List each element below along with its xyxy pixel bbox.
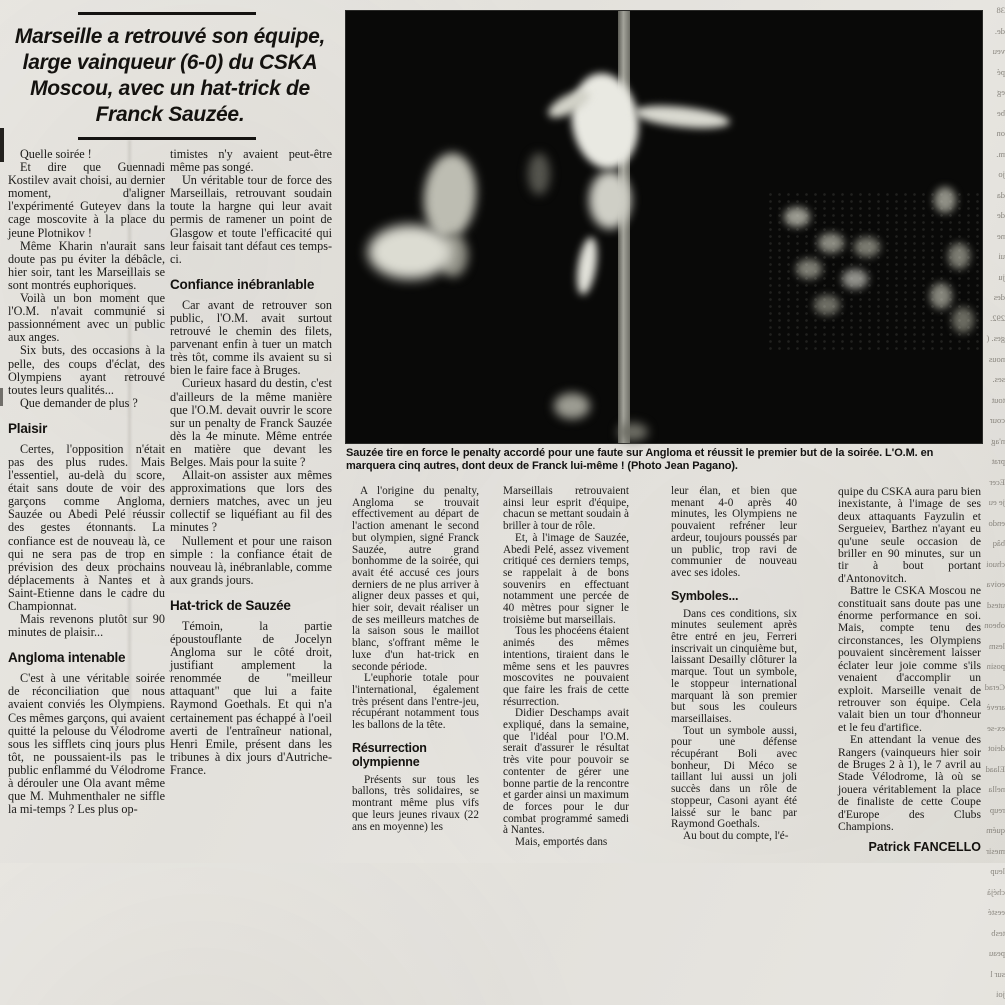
photo-caption: Sauzée tire en force le penalty accordé pour une faute sur Angloma et réussit le premier but de la soirée. L'O.M. en marquera cinq autres, dont deux de Franck lui-même ! (Photo Jean Pagano).: [346, 447, 934, 472]
column-1: [8, 148, 165, 863]
page-edge-fragment: prat: [991, 456, 1005, 466]
player-blur-blob: [368, 225, 452, 279]
paragraph: C'est à une véritable soirée de réconciliation que nous avaient conviés les Olympiens. Ces mêmes garçons, qui avaient quitté la pelouse du Vélodrome sous les sifflets cinq jours plus tôt, ne poussaient-ils pas le public enflammé du Vélodrome à dérouler une Ola avant même que M. Muhmenthaler ne siffle la mi-temps ? Les plus op-: [8, 671, 165, 817]
page-edge-fragment: peau: [988, 948, 1005, 958]
column-6: [838, 486, 981, 863]
page-edge-fragment: eesté: [988, 907, 1005, 917]
column-2: [170, 148, 332, 863]
page-edge-fragment: nous: [988, 353, 1005, 364]
paragraph: En attendant la venue des Rangers (vainqueurs hier soir de Bruges 2 à 1), le 7 avril au Stade Vélodrome, là où se jouera véritablement la place de finaliste de cette Coupe d'Europe des Clubs Champions.: [838, 733, 981, 833]
page-edge-fragment: ju: [998, 271, 1005, 282]
page-edge-fragment: ex-se: [987, 722, 1005, 733]
bottom-blur-shape-2: [618, 423, 648, 441]
paragraph: Voilà un bon moment que l'O.M. n'avait communié si passionnément avec un public aux anges.: [8, 291, 165, 345]
page-edge-fragment: Cerad: [984, 681, 1005, 692]
paragraph: Allait-on assister aux mêmes approximations que lors des derniers matches, avec un jeu collectif se liquéfiant au fil des minutes ?: [170, 468, 332, 535]
paragraph: Curieux hasard du destin, c'est d'ailleurs de la même manière que l'O.M. devait ouvrir le score sur un penalty de Franck Sauzée dès la 4e minute. Même entrée en matière que devant les Belges. Mais pour la suite ?: [170, 376, 332, 469]
page-edge-fragment: de: [996, 210, 1005, 220]
page-edge-fragment: des: [993, 292, 1005, 302]
headline-rule-top: [78, 12, 256, 15]
page-edge-fragment: mesir: [986, 845, 1005, 856]
page-edge-fragment: jo: [998, 169, 1005, 179]
page-edge-fragment: joi: [996, 989, 1005, 999]
paragraph: Nullement et pour une raison simple : la confiance était de nouveau là, inébranlable, comme aux grands jours.: [170, 533, 332, 587]
page-edge-fragment: m.: [996, 148, 1005, 159]
page-edge-fragment: da: [996, 189, 1005, 200]
section-heading-plaisir: Plaisir: [8, 420, 48, 436]
headline-block: [4, 12, 336, 140]
page-edge-fragment: posin: [986, 661, 1005, 671]
paragraph: Didier Deschamps avait expliqué, dans la semaine, que l'idéal pour l'O.M. serait d'assurer le résultat très vite pour pouvoir se contenter de gérer une bonne partie de la rencontre et garder ainsi un maximum de forces pour le dur combat programmé samedi à Nantes.: [503, 707, 629, 837]
paragraph: L'euphorie totale pour l'international, également très présent dans l'entre-jeu, récupérant notamment tous les ballons de la tête.: [352, 672, 479, 732]
page-title: Marseille a retrouvé son équipe, large vainqueur (6-0) du CSKA Moscou, avec un hat-trick de Franck Sauzée.: [14, 25, 326, 126]
paper-crease: [128, 140, 131, 710]
paragraph: A l'origine du penalty, Angloma se trouvait effectivement au départ de l'action amenant le second but olympien, signé Franck Sauzée, autre grand bonhomme de la soirée, qui avait été accusé ces jours derniers de ne plus arriver à aligner deux passes et qui, hier soir, devait réaliser un de ses meilleurs matches de la saison sous le maillot blanc, s'offrant même le luxe d'un hat-trick en seconde période.: [352, 485, 479, 673]
page-edge-fragment: nella: [988, 784, 1005, 794]
page-edge-fragment: utesd: [987, 599, 1005, 610]
scan-smudge-2: [0, 388, 3, 406]
section-heading-confiance-inebranlable: Confiance inébranlable: [170, 276, 315, 292]
paragraph: Mais revenons plutôt sur 90 minutes de plaisir...: [8, 612, 165, 640]
page-edge-fragment: Elaad: [985, 763, 1005, 774]
goal-post: [618, 11, 630, 443]
page-edge-fragment: endo: [988, 517, 1005, 528]
paragraph: Dans ces conditions, six minutes seulement après être entré en jeu, Ferreri inscrivait un cinquième but, laissant Desailly clôturer la marque. Tout un symbole, le stoppeur international marquant là son premier but sous les couleurs marseillaises.: [671, 607, 797, 725]
page-edge-fragment: tout: [991, 394, 1005, 405]
page-edge-fragment: 38: [996, 5, 1005, 15]
paragraph: Mais, emportés dans: [515, 836, 608, 849]
bottom-blur-shape: [554, 393, 590, 419]
page-edge-fragment: pé: [996, 66, 1005, 77]
paragraph: timistes n'y avaient peut-être même pas songé.: [170, 147, 332, 175]
paragraph: Certes, l'opposition n'était pas des plus rudes. Mais l'essentiel, au-delà du score, était sans doute de voir des garçons comme Angloma, Sauzée ou Abedi Pelé réussir des gestes étonnants. La confiance est de nouveau là, ce qui ne sera pas de trop en prévision des deux prochains déplacements à Nantes et à Saint-Etienne dans le cadre du Championnat.: [8, 441, 165, 613]
page-edge-strip: [981, 0, 1005, 999]
page-edge-fragment: lesm: [988, 640, 1005, 651]
paragraph: Témoin, la partie époustouflante de Jocelyn Angloma sur le côté droit, justifiant amplement la renommée de "meilleur attaquant" que lui a faite Raymond Goethals. Et qui n'a certainement pas échappé à l'oeil averti de l'entraîneur national, Henri Emile, présent dans les tribunes à dix jours d'Autriche-France.: [170, 618, 332, 777]
background-figure: [528, 153, 550, 195]
page-edge-fragment: ges. (: [986, 333, 1005, 343]
page-edge-fragment: quém: [986, 825, 1005, 835]
paragraph: Tout un symbole aussi, pour une défense récupérant Boli avec bonheur, Di Méco se taillant lui aussi un joli succès dans un rôle de stoppeur, Casoni ayant été laissé sur le banc par Raymond Goethals.: [671, 724, 797, 831]
paragraph: quipe du CSKA aura paru bien inexistante, à l'image de ses deux attaquants Fayzulin et Sergueiev, Barthez n'ayant eu qu'une seule occasion de briller en 90 minutes, sur un tir à bout portant d'Antonovitch.: [838, 485, 981, 585]
page-edge-fragment: ne: [996, 230, 1005, 241]
page-edge-fragment: de.: [994, 25, 1005, 36]
page-edge-fragment: Ecer: [989, 476, 1005, 487]
paragraph: Même Kharin n'aurait sans doute pas pu éviter la débâcle, hier soir, tant les Marseillais se sont montrés euphoriques.: [8, 238, 165, 292]
player-sauzee-torso: [566, 69, 645, 173]
page-edge-fragment: ses.: [992, 374, 1005, 384]
page-edge-fragment: chéjà: [987, 886, 1005, 897]
column-5: [671, 486, 797, 863]
page-edge-fragment: eg: [996, 87, 1005, 97]
column-4: [503, 486, 629, 863]
player-sauzee-arm: [633, 102, 731, 132]
paragraph: Présents sur tous les ballons, très solidaires, se montrant même plus vifs que leurs jeunes rivaux (22 ans en moyenne) les: [352, 773, 479, 833]
headline-rule-bottom: [78, 137, 256, 140]
section-heading-hat-trick-de-sauzee: Hat-trick de Sauzée: [170, 597, 291, 613]
paragraph: Au bout du compte, l'é-: [683, 829, 789, 842]
page-edge-fragment: be: [996, 107, 1005, 118]
section-heading-symboles: Symboles...: [671, 588, 739, 603]
page-edge-fragment: veu: [992, 46, 1005, 56]
paragraph: Et, à l'image de Sauzée, Abedi Pelé, assez vivement critiqué ces derniers temps, se rappelait à de bons souvenirs en effectuant notamment une percée de 40 mètres pour signer le troisième but marseillais.: [503, 531, 629, 626]
paragraph: Un véritable tour de force des Marseillais, retrouvant soudain toute la hargne qui leur avait permis de ramener un point de Glasgow et toute l'efficacité qui leur faisait tant défaut ces temps-ci.: [170, 173, 332, 266]
page-edge-fragment: bâq: [992, 538, 1005, 548]
page-edge-fragment: eoiva: [986, 579, 1005, 589]
page-edge-fragment: tesb: [991, 927, 1005, 938]
paragraph: Que demander de plus ?: [20, 395, 138, 410]
page-edge-fragment: chuoi: [986, 558, 1005, 569]
page-edge-fragment: deiot: [988, 743, 1005, 753]
page-edge-fragment: obeon: [984, 620, 1005, 630]
player-sauzee-shorts: [589, 171, 631, 229]
page-edge-fragment: leup: [990, 866, 1005, 876]
match-photo: [345, 10, 983, 444]
page-edge-fragment: n'ag: [991, 435, 1005, 446]
paragraph: Tous les phocéens étaient animés des mêmes intentions, tiraient dans le même sens et les pauvres moscovites ne pouvaient que faire les frais de cette résurrection.: [503, 625, 629, 708]
page-edge-fragment: reup: [989, 804, 1005, 815]
scan-smudge: [0, 128, 4, 162]
paragraph: Et dire que Guennadi Kostilev avait choisi, au dernier moment, d'aligner l'expérimenté Guteyev dans la cage moscovite à la place du jeune Plotnikov !: [8, 160, 165, 240]
paragraph: Car avant de retrouver son public, l'O.M. avait surtout retrouvé le chemin des filets, parvenant enfin à tuer un match très tôt, comme ils avaient su si bien le faire face à Bruges.: [170, 297, 332, 378]
paragraph: Quelle soirée !: [20, 147, 92, 161]
player-sauzee-leg: [574, 236, 601, 296]
page-edge-fragment: sur l: [990, 968, 1005, 979]
paragraph: Battre le CSKA Moscou ne constituait sans doute pas une énorme performance en soi. Mais, compte tenu des circonstances, les Olympiens pouvaient sincèrement laisser éclater leur joie comme s'ils venaient d'accomplir un exploit. Marseille venait de retrouver son équipe. Cela valait bien un tour d'honneur et le feu d'artifice.: [838, 584, 981, 734]
page-edge-fragment: cour: [989, 415, 1005, 425]
page-edge-fragment: arevè: [986, 702, 1005, 712]
author-byline: Patrick FANCELLO: [868, 840, 981, 855]
section-heading-resurrection-olympienne: Résurrection olympienne: [352, 740, 427, 769]
page-edge-fragment: ui: [998, 251, 1005, 261]
crowd-texture: [766, 191, 982, 351]
paragraph: Marseillais retrouvaient ainsi leur esprit d'équipe, chacun se mettant soudain à briller à tour de rôle.: [503, 485, 629, 533]
paragraph: Six buts, des occasions à la pelle, des coups d'éclat, des Olympiens ayant retrouvé toutes leurs qualités...: [8, 343, 165, 397]
page-edge-fragment: je eu: [988, 497, 1005, 507]
paragraph: leur élan, et bien que menant 4-0 après 40 minutes, les Olympiens ne pouvaient refréner leur ardeur, toujours poussés par un public, trop ravi de communier de nouveau avec ses idoles.: [671, 485, 797, 579]
section-heading-angloma-intenable: Angloma intenable: [8, 650, 126, 666]
page-edge-fragment: 292.: [990, 312, 1005, 323]
page-edge-fragment: on: [996, 128, 1005, 138]
column-3: [352, 486, 479, 863]
